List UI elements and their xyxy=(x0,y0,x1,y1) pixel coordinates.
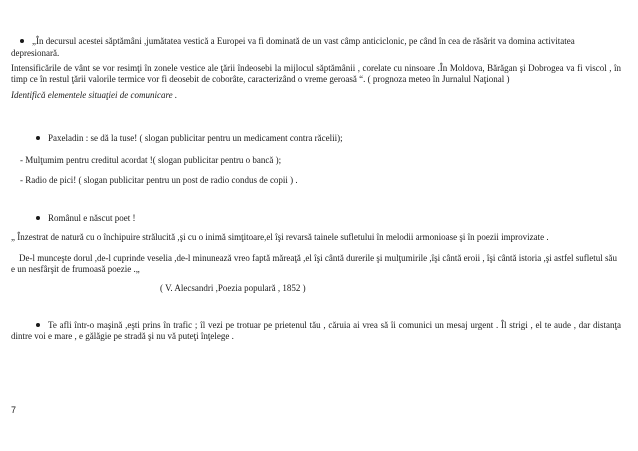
bullet-item-poet xyxy=(36,213,135,224)
page-number: 7 xyxy=(11,405,17,415)
slogan-radio: - Radio de pici! ( slogan publicitar pentru un post de radio condus de copii ) . xyxy=(20,175,298,185)
traffic-paragraph: Te afli într-o maşină ,eşti prins în trafic ; îl vezi pe trotuar pe prietenul tău , căruia ai vrea să îi comunici un mesaj urgent . Îl strigi , el te aude , dar distanţa dintre voi e mare , e gălăgie pe stradă şi nu vă puteţi înţelege . xyxy=(11,320,621,341)
forecast-paragraph: Intensificările de vânt se vor resimţi în zonele vestice ale ţării îndeosebi la mijlocul săptămânii , corelate cu ninsoare .În Moldova, Bărăgan şi Dobrogea va fi viscol , în timp ce în restul ţării valorile termice vor fi deosebit de coborâte, caracterizând o vreme geroasă “. ( prognoza meteo în Jurnalul Naţional ) xyxy=(11,63,621,84)
bullet-item-traffic xyxy=(11,320,621,342)
bullet-icon xyxy=(36,216,40,220)
poet-quote-line1: „ Înzestrat de natură cu o închipuire strălucită ,şi cu o inimă simţitoare,el îşi revarsă tainele sufletului în melodii armonioase şi în poezii improvizate . xyxy=(11,232,549,242)
bullet-item-slogans xyxy=(36,133,343,144)
bullet-icon xyxy=(20,39,24,43)
forecast-task: Identifică elementele situaţiei de comunicare . xyxy=(11,90,178,100)
forecast-quote-line2: depresionară. xyxy=(11,48,60,58)
bullet-icon xyxy=(36,136,40,140)
poet-heading: Românul e născut poet ! xyxy=(48,213,136,223)
forecast-quote-line1: „În decursul acestei săptămâni ,jumătatea vestică a Europei va fi dominată de un vast câmp anticiclonic, pe când în cea de răsărit va domina activitatea xyxy=(32,36,575,46)
poet-quote-paragraph: De-l munceşte dorul ,de-l cuprinde veselia ,de-l minunează vreo faptă măreaţă ,el îşi cântă durerile şi mulţumirile ,îşi cântă eroii , îşi cântă istoria ,şi astfel sufletul său e un nesfârşit de frumoasă poezie .„ xyxy=(11,253,618,274)
bullet-icon xyxy=(36,323,40,327)
poet-source: ( V. Alecsandri ,Poezia populară , 1852 ) xyxy=(160,283,306,293)
slogan-paxeladin: Paxeladin : se dă la tuse! ( slogan publicitar pentru un medicament contra răcelii); xyxy=(48,133,343,143)
bullet-item-forecast xyxy=(20,36,575,47)
slogan-bank: - Mulţumim pentru creditul acordat !( slogan publicitar pentru o bancă ); xyxy=(20,155,282,165)
